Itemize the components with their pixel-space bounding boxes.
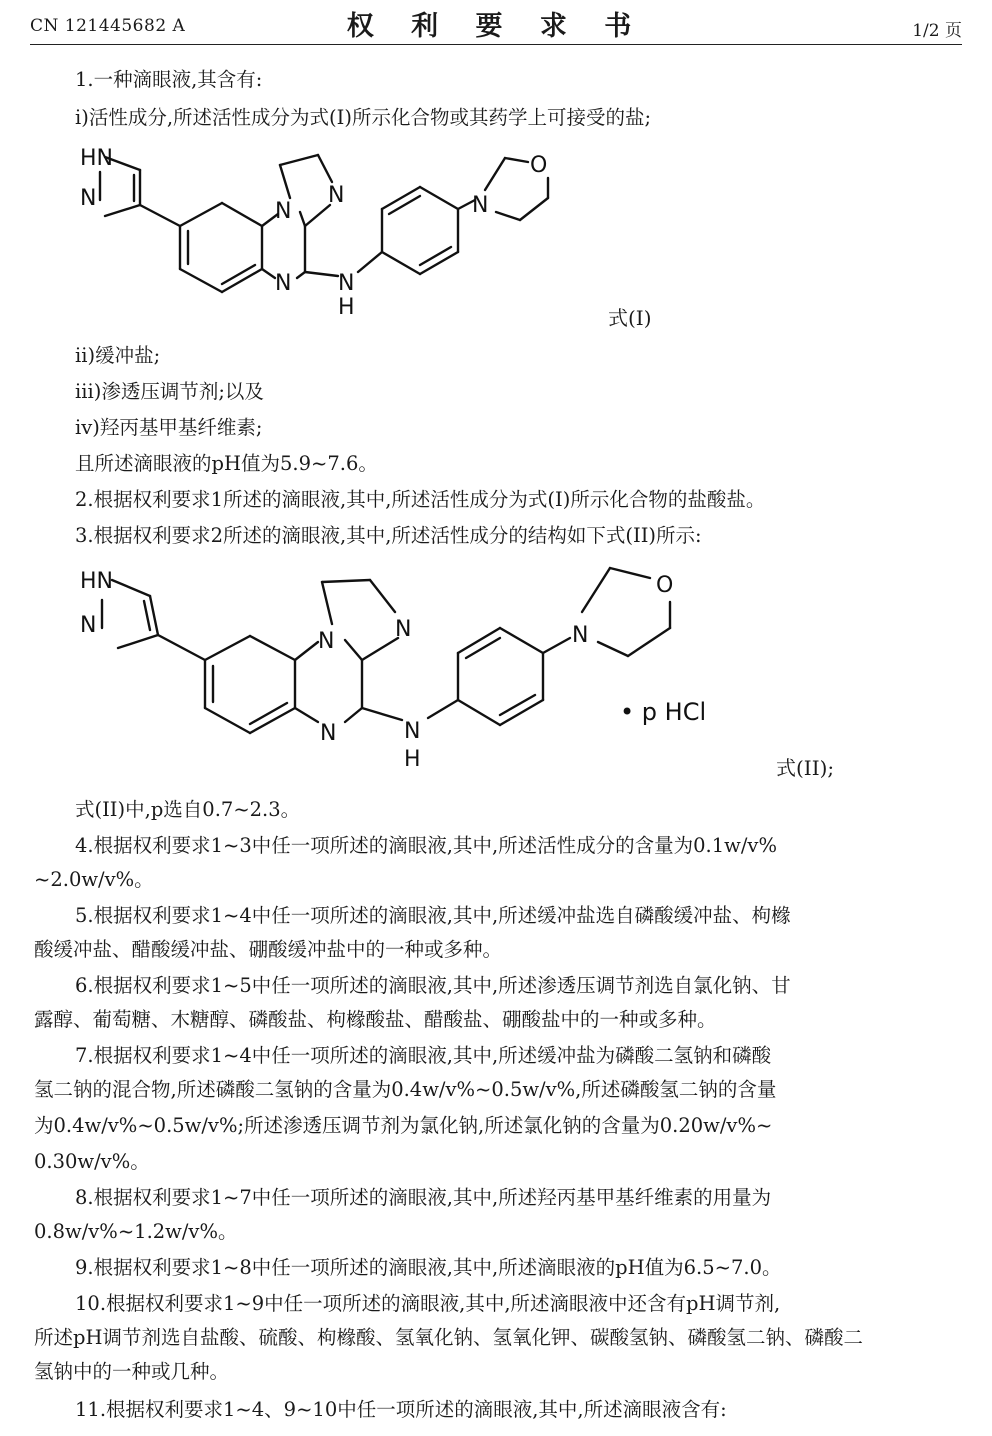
document-title: 权 利 要 求 书: [346, 11, 646, 42]
page-number: 1/2 页: [912, 21, 962, 41]
claim-7-cont-3: 0.30w/v%。: [34, 1150, 150, 1173]
formula-1-structure: [80, 146, 548, 320]
claim-1-item-i: i)活性成分,所述活性成分为式(I)所示化合物或其药学上可接受的盐;: [75, 106, 652, 129]
claim-9: 9.根据权利要求1~8中任一项所述的滴眼液,其中,所述滴眼液的pH值为6.5~7.0。: [75, 1256, 782, 1279]
morpholine-o-label: O: [530, 153, 548, 178]
amine-h-label: H: [338, 295, 355, 320]
ring-n2-label: N: [320, 721, 337, 746]
claim-11: 11.根据权利要求1~4、9~10中任一项所述的滴眼液,其中,所述滴眼液含有:: [75, 1398, 727, 1421]
claim-5-cont: 酸缓冲盐、醋酸缓冲盐、硼酸缓冲盐中的一种或多种。: [34, 938, 503, 961]
ring-n2-label: N: [275, 271, 292, 296]
claim-3: 3.根据权利要求2所述的滴眼液,其中,所述活性成分的结构如下式(II)所示:: [75, 524, 702, 547]
amine-n-label: N: [338, 271, 355, 296]
claim-1-item-iii: iii)渗透压调节剂;以及: [75, 380, 264, 403]
claim-3-p-range: 式(II)中,p选自0.7~2.3。: [75, 798, 301, 821]
amine-h-label: H: [404, 747, 421, 772]
morpholine-n-label: N: [572, 623, 589, 648]
morpholine-n-label: N: [472, 193, 489, 218]
claim-1-line: 1.一种滴眼液,其含有:: [75, 68, 263, 91]
claim-7-cont-1: 氢二钠的混合物,所述磷酸二氢钠的含量为0.4w/v%~0.5w/v%,所述磷酸氢二钠的含量: [34, 1078, 777, 1101]
claim-1-item-ii: ii)缓冲盐;: [75, 344, 161, 367]
claim-8: 8.根据权利要求1~7中任一项所述的滴眼液,其中,所述羟丙基甲基纤维素的用量为: [75, 1186, 772, 1209]
salt-label: • p HCl: [620, 698, 707, 726]
claim-2: 2.根据权利要求1所述的滴眼液,其中,所述活性成分为式(I)所示化合物的盐酸盐。: [75, 488, 766, 511]
ring-n3-label: N: [395, 617, 412, 642]
pyrazole-n-label: N: [80, 613, 97, 638]
morpholine-o-label: O: [656, 573, 674, 598]
formula-2-label: 式(II);: [776, 756, 835, 780]
ring-n1-label: N: [318, 629, 335, 654]
claim-8-cont: 0.8w/v%~1.2w/v%。: [34, 1220, 238, 1243]
claim-10-cont-1: 所述pH调节剂选自盐酸、硫酸、枸橼酸、氢氧化钠、氢氧化钾、碳酸氢钠、磷酸氢二钠、磷酸二: [34, 1326, 863, 1349]
claim-10-cont-2: 氢钠中的一种或几种。: [34, 1360, 230, 1383]
claim-1-ph: 且所述滴眼液的pH值为5.9~7.6。: [75, 452, 378, 475]
ring-n1-label: N: [275, 199, 292, 224]
amine-n-label: N: [404, 719, 421, 744]
pyrazole-n-label: N: [80, 186, 97, 211]
pyrazole-nh-label: HN: [80, 569, 113, 594]
formula-1-label: 式(I): [608, 306, 652, 330]
claim-7: 7.根据权利要求1~4中任一项所述的滴眼液,其中,所述缓冲盐为磷酸二氢钠和磷酸: [75, 1044, 772, 1067]
ring-n3-label: N: [328, 183, 345, 208]
claim-1-item-iv: iv)羟丙基甲基纤维素;: [75, 416, 263, 439]
claim-4-cont: ~2.0w/v%。: [34, 868, 154, 891]
claim-7-cont-2: 为0.4w/v%~0.5w/v%;所述渗透压调节剂为氯化钠,所述氯化钠的含量为0.20w/v%~: [34, 1114, 773, 1137]
pyrazole-nh-label: HN: [80, 146, 113, 171]
formula-2-structure: [80, 568, 706, 772]
document-number: CN 121445682 A: [30, 16, 186, 36]
claim-4: 4.根据权利要求1~3中任一项所述的滴眼液,其中,所述活性成分的含量为0.1w/v%: [75, 834, 777, 857]
claim-5: 5.根据权利要求1~4中任一项所述的滴眼液,其中,所述缓冲盐选自磷酸缓冲盐、枸橼: [75, 904, 791, 927]
claim-6-cont: 露醇、葡萄糖、木糖醇、磷酸盐、枸橼酸盐、醋酸盐、硼酸盐中的一种或多种。: [34, 1008, 717, 1031]
claim-10: 10.根据权利要求1~9中任一项所述的滴眼液,其中,所述滴眼液中还含有pH调节剂,: [75, 1292, 781, 1315]
claim-6: 6.根据权利要求1~5中任一项所述的滴眼液,其中,所述渗透压调节剂选自氯化钠、甘: [75, 974, 791, 997]
